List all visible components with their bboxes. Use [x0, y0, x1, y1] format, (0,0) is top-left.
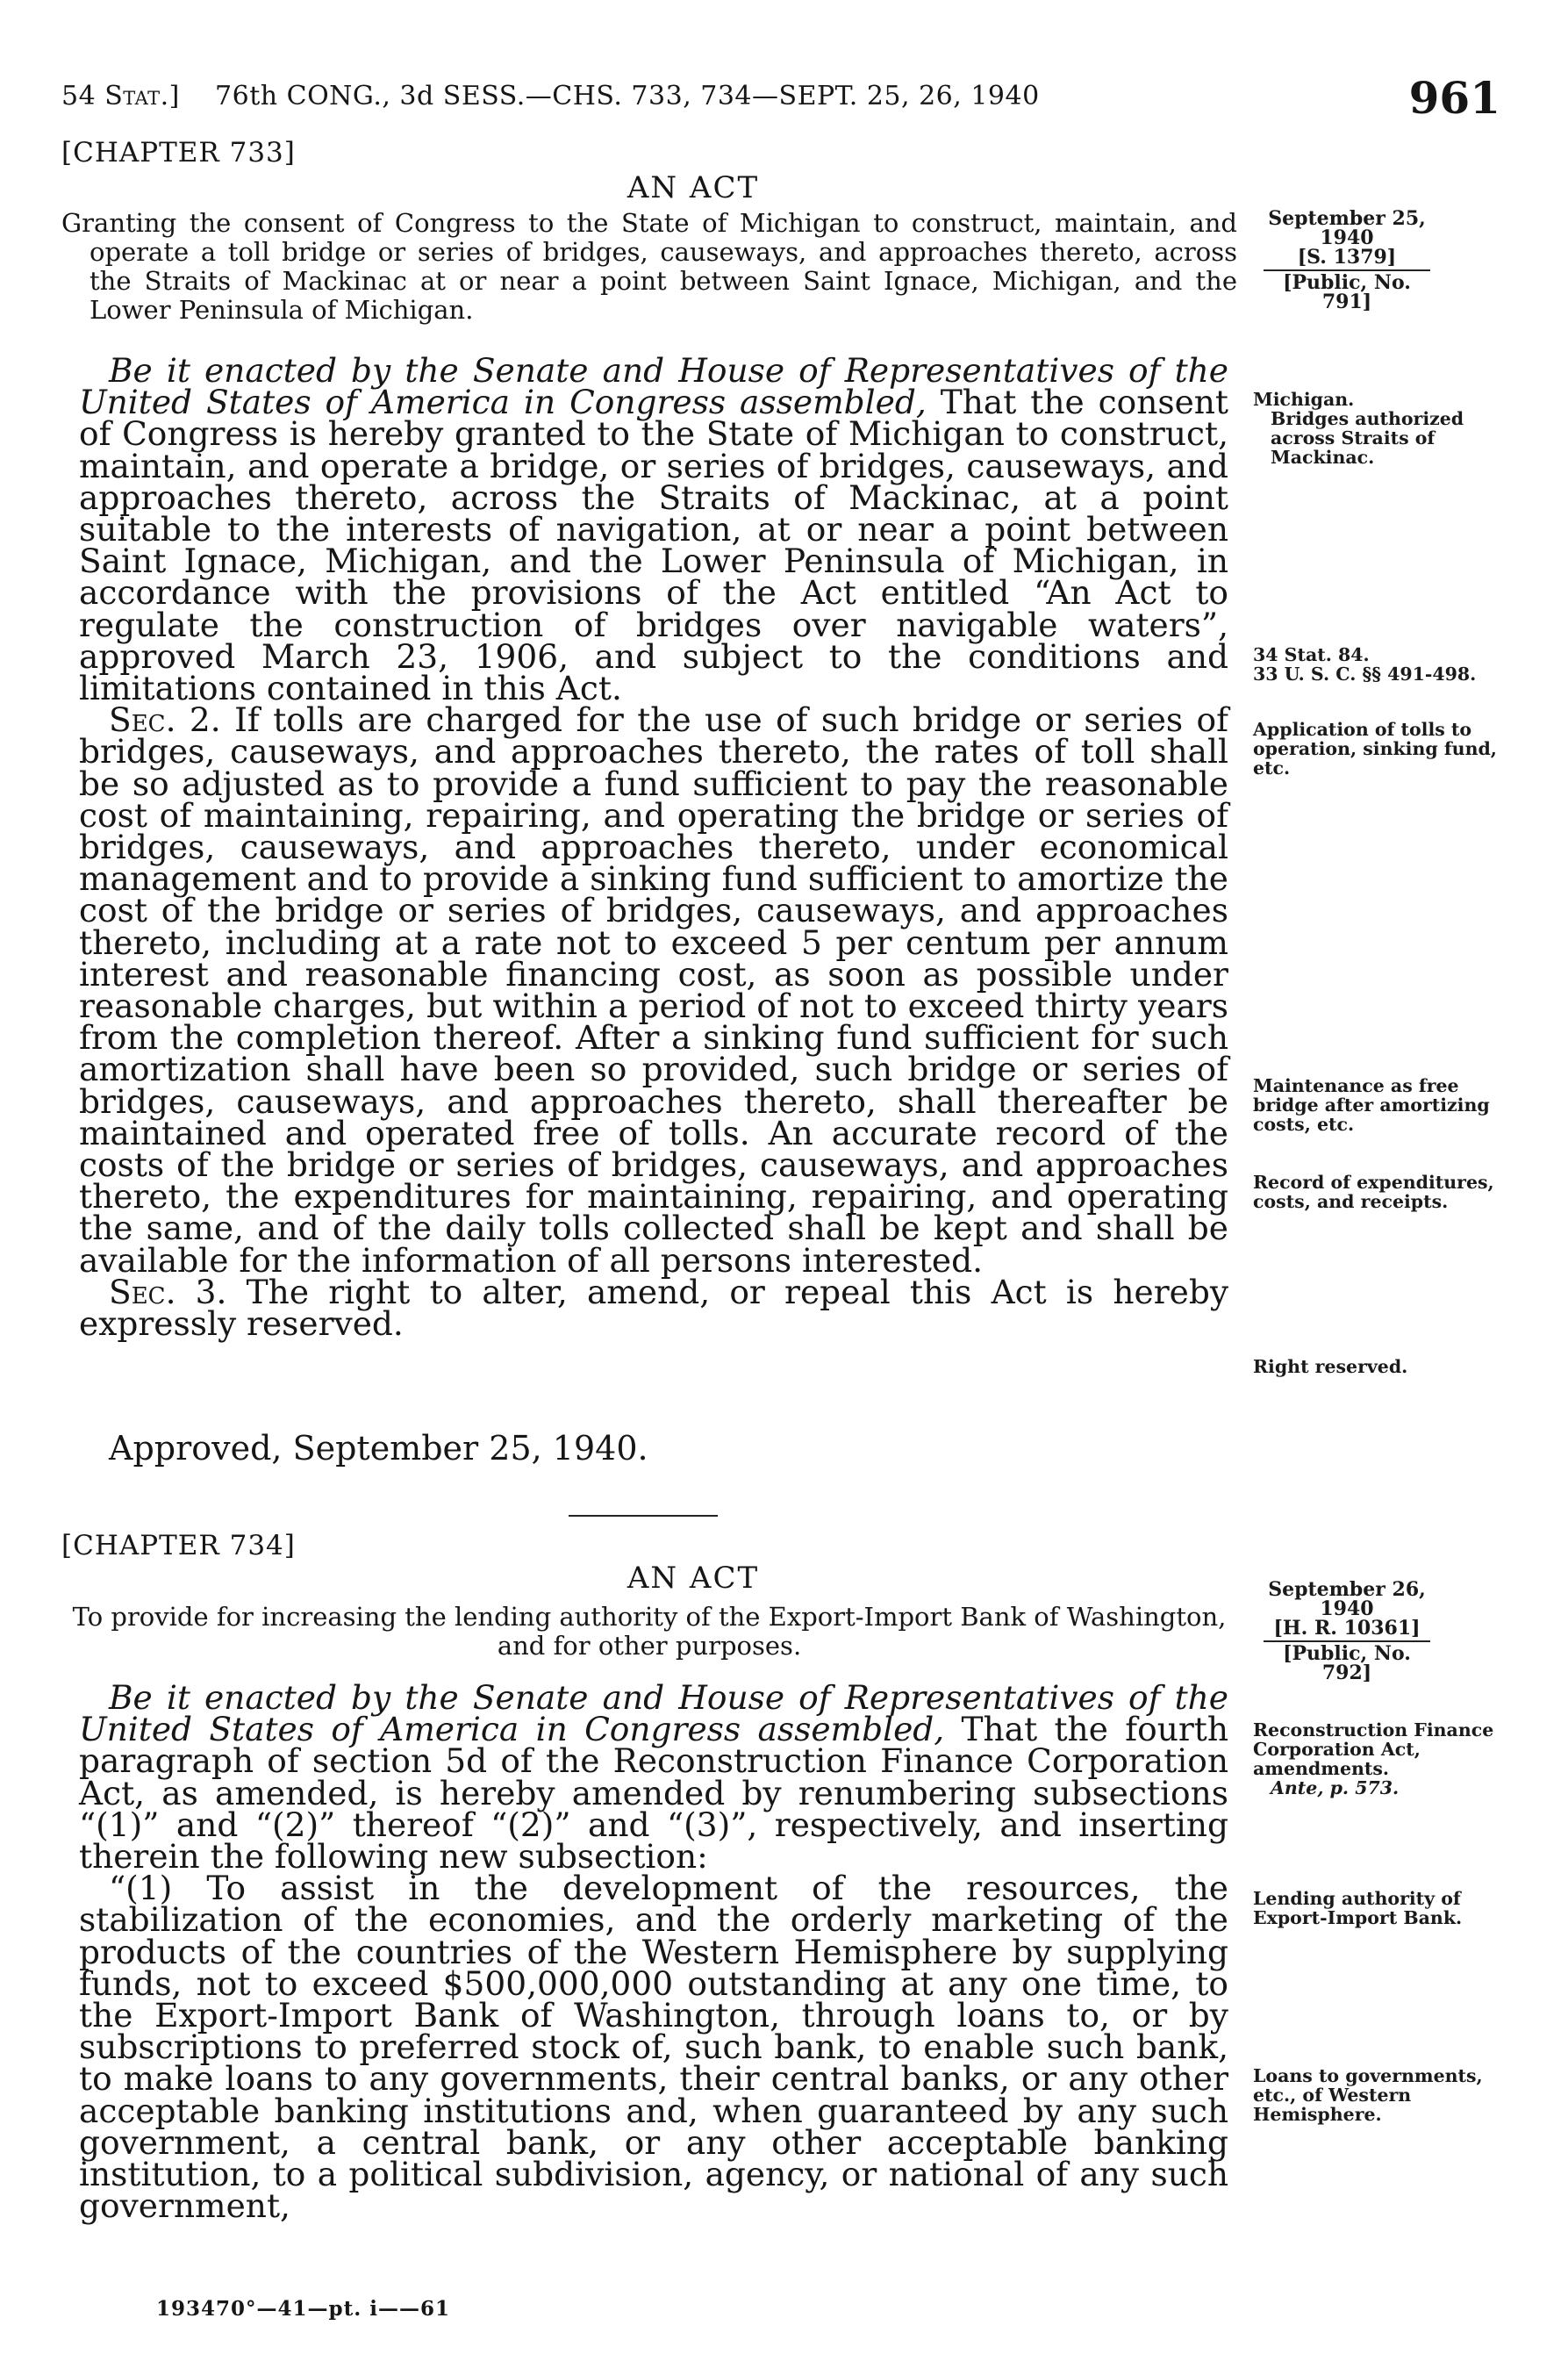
house-bill-number: [H. R. 10361] [1273, 1617, 1421, 1640]
enacting-clause: Be it enacted by the Senate and House of Representatives of the United States of America in Congress assembled, [79, 1678, 1228, 1749]
running-head-citation [61, 81, 1040, 111]
public-law-number: [Public, No. 791] [1283, 271, 1411, 313]
margin-note-stat-citation: 34 Stat. 84. [1253, 644, 1370, 665]
section-3-label: Sec. 3. [109, 1272, 227, 1311]
margin-note-maintenance: Maintenance as free bridge after amortizing costs, etc. [1253, 1075, 1490, 1135]
chapter-734-act-title: AN ACT [626, 1561, 760, 1596]
chapter-734-purpose: To provide for increasing the lending authority of the Export-Import Bank of Washington, and for other purposes. [72, 1602, 1227, 1661]
section-1 [79, 351, 1229, 708]
margin-note-usc-citation: 33 U. S. C. §§ 491-498. [1253, 664, 1477, 685]
enacting-clause: Be it enacted by the Senate and House of Representatives of the United States of America in Congress assembled, [79, 351, 1228, 422]
chapter-734-date-note [1264, 1580, 1430, 1683]
margin-note-citation [1253, 645, 1500, 684]
section-3-text: The right to alter, amend, or repeal this Act is hereby expressly reserved. [79, 1272, 1229, 1344]
chapter-734-body [79, 1678, 1229, 2226]
enactment-date: September 25, 1940 [1268, 207, 1426, 249]
chapter-733-act-title: AN ACT [626, 170, 760, 205]
section-3 [79, 1272, 1229, 1344]
margin-note-loans: Loans to governments, etc., of Western Hemisphere. [1253, 2065, 1483, 2125]
section-2-text: If tolls are charged for the use of such bridge or series of bridges, causeways, and approaches thereto, the rates of toll shall be so adjusted as to provide a fund sufficient to pay the reasonable cost of maintaining, repairing, and operating the bridge or series of bridges, causeways, and approaches thereto, under economical management and to provide a sinking fund sufficient to amortize the cost of the bridge or series of bridges, causeways, and approaches thereto, including at a rate not to exceed 5 per centum per annum interest and reasonable financing cost, as soon as possible under reasonable charges, but within a period of not to exceed thirty years from the completion thereof. After a sinking fund sufficient for such amortization shall have been so provided, such bridge or series of bridges, causeways, and approaches thereto, shall thereafter be maintained and operated free of tolls. An accurate record of the costs of the bridge or series of bridges, causeways, and approaches thereto, the expenditures for maintaining, repairing, and operating the same, and of the daily tolls collected shall be kept and shall be available for the information of all persons interested. [79, 700, 1229, 1280]
paragraph-2-text: “(1) To assist in the development of the resources, the stabilization of the economies, and the orderly marketing of the products of the countries of the Western Hemisphere by supplying funds, not to exceed $500,000,000 outstanding at any one time, to the Export-Import Bank of Washington, through loans to, or by subscriptions to preferred stock of, such bank, to enable such bank, to make loans to any governments, their central banks, or any other acceptable banking institutions and, when guaranteed by any such government, a central bank, or any other acceptable banking institution, to a political subdivision, agency, or national of any such government, [79, 1869, 1228, 2226]
margin-note-record: Record of expenditures, costs, and receipts. [1253, 1172, 1494, 1212]
margin-note-michigan [1253, 390, 1500, 467]
approval-line: Approved, September 25, 1940. [109, 1429, 648, 1468]
section-2-label: Sec. 2. [109, 700, 221, 740]
chapter-734-label: [CHAPTER 734] [61, 1530, 296, 1561]
page-number: 961 [1408, 72, 1500, 124]
running-head [61, 72, 1500, 133]
enactment-date: September 26, 1940 [1268, 1578, 1426, 1620]
chapter-733-date-note [1264, 209, 1430, 312]
chapter-733-purpose: Granting the consent of Congress to the State of Michigan to construct, maintain, and operate a toll bridge or series of bridges, causeways, and approaches thereto, across the Straits of Mackinac at or near a point between Saint Ignace, Michigan, and the Lower Peninsula of Michigan. [61, 208, 1237, 325]
margin-note-michigan-body: Bridges authorized across Straits of Mackinac. [1271, 408, 1464, 468]
margin-note-lending: Lending authority of Export-Import Bank. [1253, 1888, 1463, 1928]
margin-note-rfc-text: Reconstruction Finance Corporation Act, amendments. [1253, 1719, 1494, 1779]
chapter-733-body [79, 351, 1229, 1344]
public-law-number: [Public, No. 792] [1283, 1642, 1411, 1684]
section-1 [79, 1678, 1229, 1877]
chapter-733-label: [CHAPTER 733] [61, 137, 296, 169]
paragraph-1-text: That the fourth paragraph of section 5d of the Reconstruction Finance Corporation Act, as amended, is hereby amended by renumbering subsections “(1)” and “(2)” thereof “(2)” and “(3)”, respectively, and inserting therein the following new subsection: [79, 1710, 1229, 1877]
new-subsection-1 [79, 1869, 1228, 2226]
running-head-session: 76th CONG., 3d SESS.—CHS. 733, 734—SEPT. 25, 26, 1940 [215, 81, 1040, 111]
section-2 [79, 700, 1229, 1280]
senate-bill-number: [S. 1379] [1297, 246, 1397, 269]
chapter-separator [569, 1515, 718, 1517]
section-1-text: That the consent of Congress is hereby granted to the State of Michigan to construct, maintain, and operate a bridge, or series of bridges, causeways, and approaches thereto, across the Straits of Mackinac, at a point suitable to the interests of navigation, at or near a point between Saint Ignace, Michigan, and the Lower Peninsula of Michigan, in accordance with the provisions of the Act entitled “An Act to regulate the construction of bridges over navigable waters”, approved March 23, 1906, and subject to the conditions and limitations contained in this Act. [79, 383, 1229, 708]
margin-note-right-reserved: Right reserved. [1253, 1356, 1408, 1377]
margin-note-tolls: Application of tolls to operation, sinking fund, etc. [1253, 719, 1497, 779]
margin-note-rfc-reference: Ante, p. 573. [1271, 1777, 1400, 1798]
print-signature-footer: 193470°—41—pt. i——61 [156, 2297, 450, 2321]
margin-note-rfc [1253, 1720, 1500, 1798]
margin-note-michigan-head: Michigan. [1253, 389, 1355, 410]
running-head-stat: 54 Stat.] [61, 81, 180, 111]
